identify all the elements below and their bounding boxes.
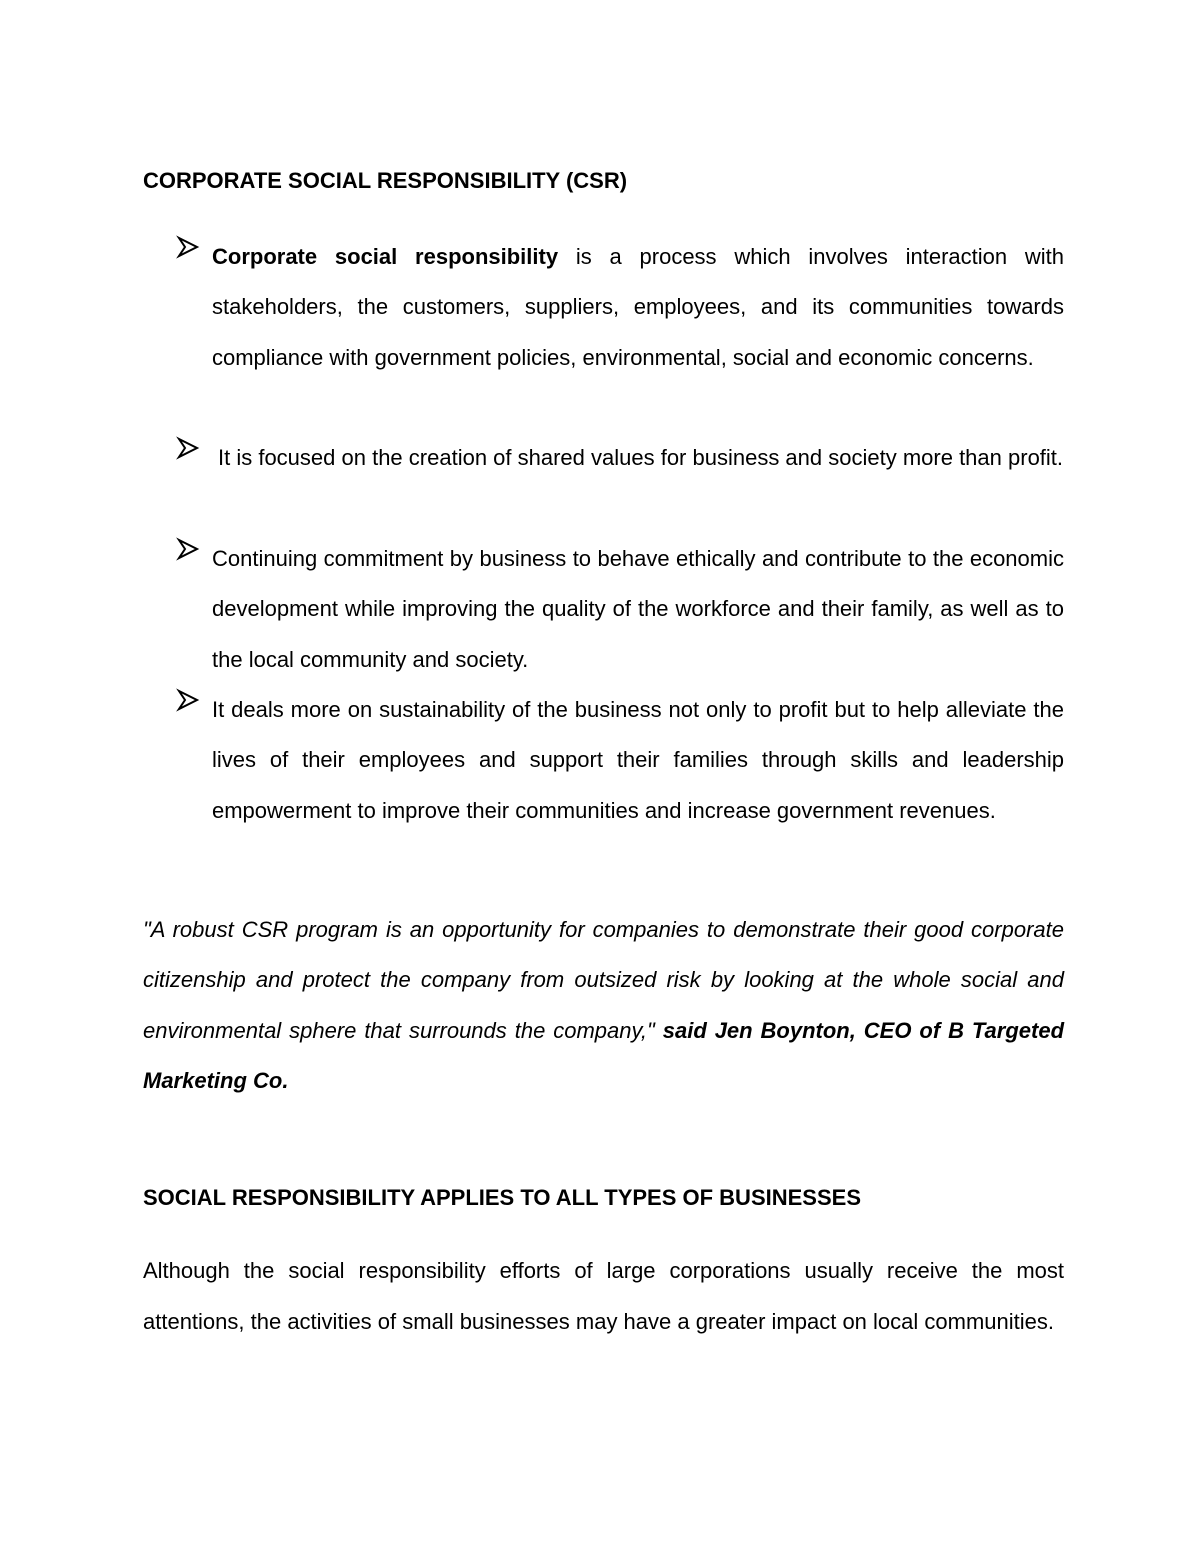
bullet-body: is a process which involves interaction with stakeholders, the customers, suppliers, employees, and its communities towards compliance with government policies, environmental, social and economic concerns. <box>212 244 1065 370</box>
bullet-text: Continuing commitment by business to behave ethically and contribute to the economic development while improving the quality of the workforce and their family, as well as to the local community and society. <box>212 546 1064 672</box>
arrow-bullet-icon <box>176 688 200 712</box>
arrow-bullet-icon <box>176 436 200 460</box>
bullet-item <box>178 685 1064 836</box>
arrow-bullet-icon <box>176 537 200 561</box>
bullet-bold-lead: Corporate social responsibility <box>212 244 559 269</box>
arrow-bullet-icon <box>176 235 200 259</box>
bullet-text <box>212 232 1064 383</box>
bullet-item <box>178 433 1064 483</box>
body-paragraph: Although the social responsibility efforts of large corporations usually receive the most attentions, the activities of small businesses may have a greater impact on local communities. <box>143 1258 1064 1334</box>
quote-block <box>143 905 1064 1106</box>
bullet-item <box>178 534 1064 685</box>
bullet-item <box>178 232 1064 383</box>
quote-text: "A robust CSR program is an opportunity for companies to demonstrate their good corporate citizenship and protect the company from outsized risk by looking at the whole social and environmental sphere that surrounds the company," <box>143 917 1064 1043</box>
bullet-text: It is focused on the creation of shared values for business and society more than profit. <box>218 445 1064 470</box>
section-heading-all-businesses: SOCIAL RESPONSIBILITY APPLIES TO ALL TYPES OF BUSINESSES <box>143 1185 861 1210</box>
bullet-text: It deals more on sustainability of the business not only to profit but to help alleviate the lives of their employees and support their families through skills and leadership empowerment to improve their communities and increase government revenues. <box>212 697 1064 823</box>
section-heading-csr: CORPORATE SOCIAL RESPONSIBILITY (CSR) <box>143 168 628 193</box>
quote-attribution: said Jen Boynton, CEO of B Targeted Marketing Co. <box>143 1017 1065 1093</box>
